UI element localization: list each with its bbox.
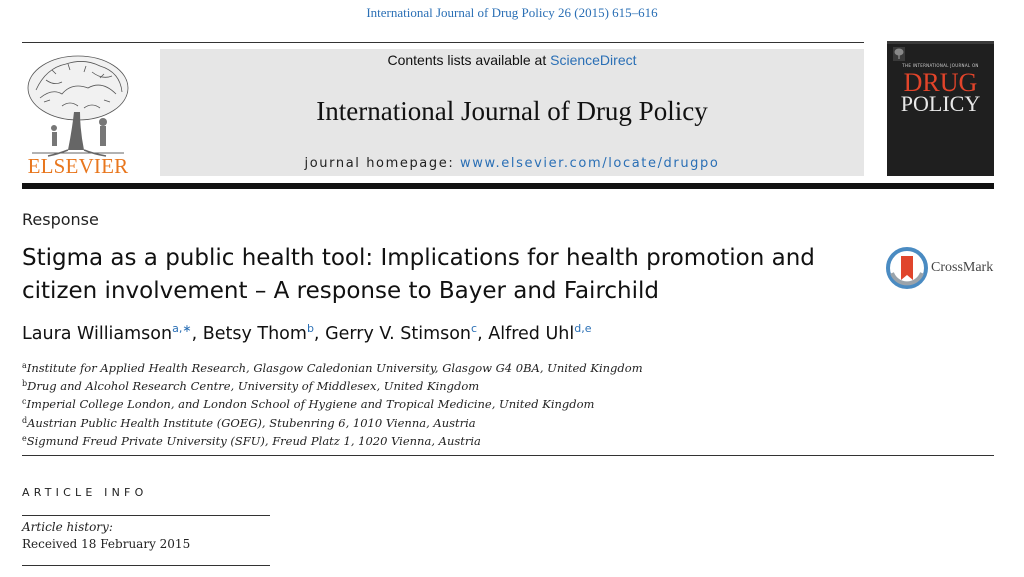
article-history-label: Article history: bbox=[22, 520, 113, 534]
homepage-link[interactable]: www.elsevier.com/locate/drugpo bbox=[460, 156, 720, 171]
affiliation-item bbox=[22, 413, 643, 431]
article-info-divider-top bbox=[22, 515, 270, 516]
cover-subtitle: THE INTERNATIONAL JOURNAL ON bbox=[902, 63, 979, 68]
author-affiliation-marker[interactable]: c bbox=[471, 322, 478, 335]
homepage-prefix: journal homepage: bbox=[304, 156, 461, 171]
author-separator: , bbox=[191, 324, 203, 344]
affiliation-text: Drug and Alcohol Research Centre, University of Middlesex, United Kingdom bbox=[27, 379, 480, 394]
affiliation-text: Sigmund Freud Private University (SFU), Freud Platz 1, 1020 Vienna, Austria bbox=[26, 433, 481, 448]
received-date: Received 18 February 2015 bbox=[22, 537, 191, 551]
affiliation-text: Imperial College London, and London School of Hygiene and Tropical Medicine, United Kingdom bbox=[26, 397, 595, 412]
article-info-divider-bottom bbox=[22, 565, 270, 566]
affiliation-list bbox=[22, 358, 643, 449]
author-separator: , bbox=[313, 324, 326, 344]
journal-citation-header[interactable]: International Journal of Drug Policy 26 (2015) 615–616 bbox=[366, 5, 658, 20]
author-name[interactable]: Alfred Uhl bbox=[488, 324, 575, 344]
author-name[interactable]: Gerry V. Stimson bbox=[325, 324, 472, 344]
article-title: Stigma as a public health tool: Implications for health promotion and citizen involvement – A response to Bayer and Fairchild bbox=[22, 245, 815, 304]
affiliation-text: Austrian Public Health Institute (GOEG), Stubenring 6, 1010 Vienna, Austria bbox=[27, 415, 476, 430]
author-list bbox=[22, 322, 592, 344]
affiliation-key: a bbox=[22, 361, 27, 370]
author-separator: , bbox=[477, 324, 489, 344]
author-name[interactable]: Betsy Thom bbox=[202, 324, 307, 344]
author-name[interactable]: Laura Williamson bbox=[22, 324, 173, 344]
affiliation-key: c bbox=[22, 397, 27, 407]
author-affiliation-marker[interactable]: a,∗ bbox=[172, 322, 192, 335]
article-type: Response bbox=[22, 210, 99, 229]
cover-word-policy: POLICY bbox=[900, 91, 981, 116]
contents-availability-line bbox=[160, 52, 864, 68]
affiliation-item bbox=[22, 358, 643, 376]
affiliation-item bbox=[22, 394, 643, 412]
sciencedirect-link[interactable]: ScienceDirect bbox=[550, 52, 637, 68]
section-divider bbox=[22, 455, 994, 456]
journal-cover-thumbnail[interactable] bbox=[887, 41, 994, 176]
cover-stripe bbox=[887, 41, 994, 44]
top-divider bbox=[22, 42, 864, 43]
cover-word-drug: DRUG bbox=[903, 68, 978, 97]
contents-prefix: Contents lists available at bbox=[387, 52, 551, 68]
cover-elsevier-mini-icon bbox=[893, 47, 905, 61]
author-affiliation-marker[interactable]: d,e bbox=[574, 322, 592, 335]
affiliation-key: b bbox=[22, 379, 28, 389]
crossmark-label[interactable]: CrossMark bbox=[931, 260, 994, 275]
affiliation-text: Institute for Applied Health Research, Glasgow Caledonian University, Glasgow G4 0BA, United Kingdom bbox=[26, 361, 643, 375]
elsevier-wordmark: ELSEVIER bbox=[27, 154, 129, 178]
affiliation-key: d bbox=[22, 415, 28, 425]
affiliation-key: e bbox=[22, 433, 27, 443]
article-info-heading: ARTICLE INFO bbox=[22, 486, 148, 499]
affiliation-item bbox=[22, 431, 643, 449]
journal-title: International Journal of Drug Policy bbox=[316, 96, 708, 126]
author-affiliation-marker[interactable]: b bbox=[306, 322, 314, 335]
journal-homepage-line bbox=[160, 156, 864, 171]
affiliation-item bbox=[22, 376, 643, 394]
masthead-divider bbox=[22, 183, 994, 189]
